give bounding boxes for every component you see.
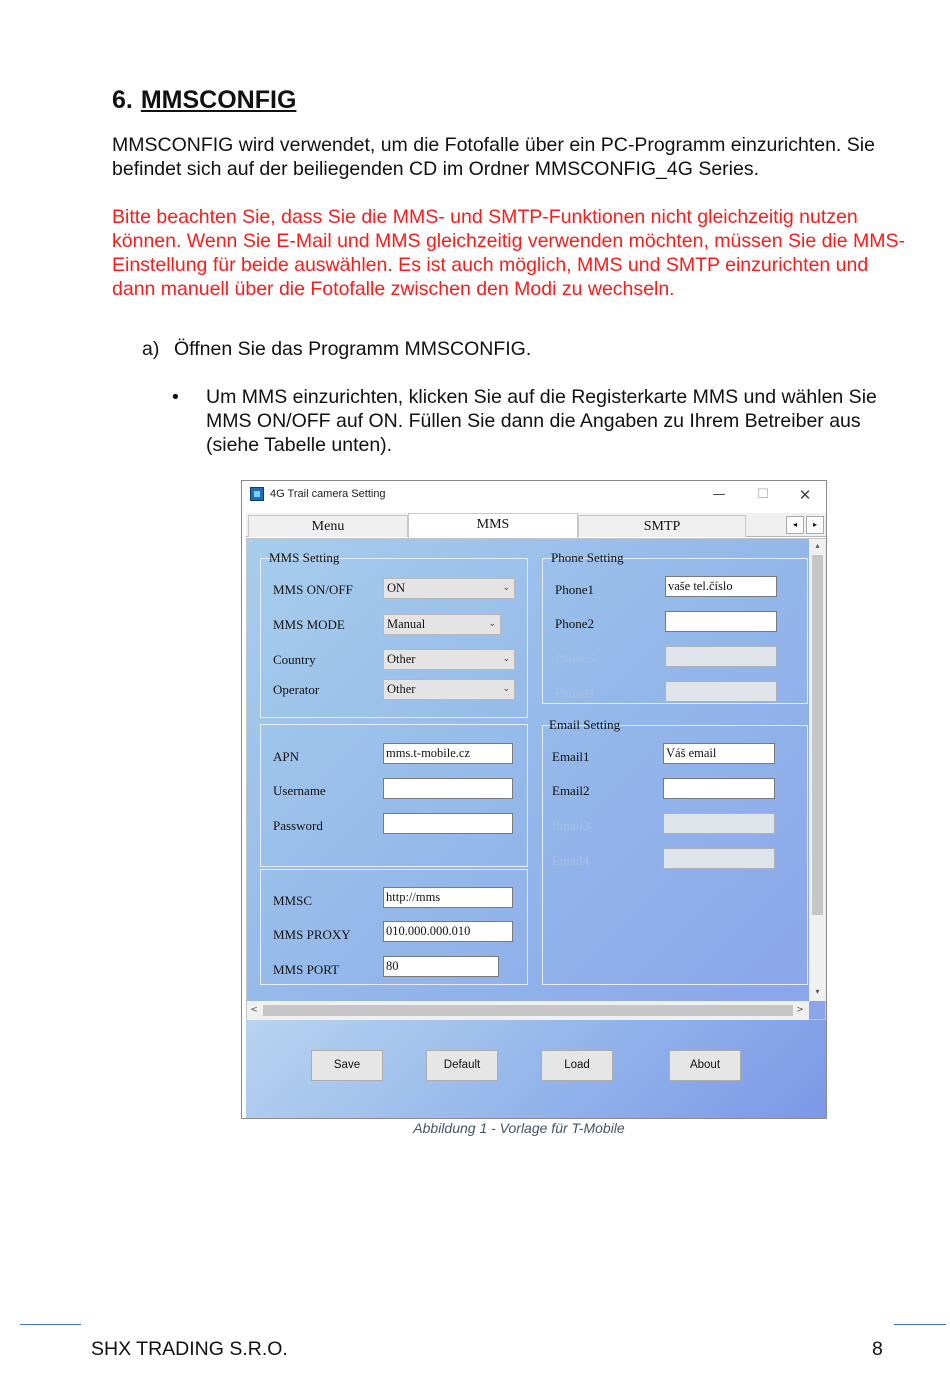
username-input[interactable] <box>383 778 513 799</box>
apn-input[interactable]: mms.t-mobile.cz <box>383 743 513 764</box>
phone3-input <box>665 646 777 667</box>
tab-right-arrow-icon[interactable]: ▸ <box>806 516 824 534</box>
tab-mms[interactable]: MMS <box>408 513 578 538</box>
phone1-input[interactable]: vaše tel.číslo <box>665 576 777 597</box>
footer-company: SHX TRADING S.R.O. <box>91 1338 288 1360</box>
tab-left-arrow-icon[interactable]: ◂ <box>786 516 804 534</box>
tab-scroll-arrows <box>786 516 824 534</box>
email1-label: Email1 <box>552 749 590 764</box>
default-button[interactable]: Default <box>426 1050 498 1081</box>
phone2-input[interactable] <box>665 611 777 632</box>
phone2-label: Phone2 <box>555 616 594 631</box>
step-text: Öffnen Sie das Programm MMSCONFIG. <box>174 338 532 360</box>
close-icon[interactable]: ✕ <box>798 486 812 504</box>
app-window-screenshot <box>241 480 827 1119</box>
mms-proxy-input[interactable]: 010.000.000.010 <box>383 921 513 942</box>
app-icon <box>250 487 264 501</box>
email1-input[interactable]: Váš email <box>663 743 775 764</box>
window-titlebar <box>242 481 826 509</box>
window-title: 4G Trail camera Setting <box>270 488 386 500</box>
figure-caption: Abbildung 1 - Vorlage für T-Mobile <box>413 1120 625 1136</box>
bullet-text: Um MMS einzurichten, klicken Sie auf die Registerkarte MMS und wählen Sie MMS ON/OFF auf ON. Füllen Sie dann die Angaben zu Ihrem Betreiber aus (siehe Tabelle unten). <box>206 386 877 456</box>
section-heading <box>112 86 296 115</box>
country-select[interactable]: Other ⌄ <box>383 649 515 670</box>
scroll-left-icon[interactable]: < <box>250 1005 258 1015</box>
phone-setting-title: Phone Setting <box>551 550 624 565</box>
chevron-down-icon: ⌄ <box>502 684 510 694</box>
email4-label: Email4 <box>552 853 590 868</box>
step-a <box>142 338 531 361</box>
username-label: Username <box>273 783 326 798</box>
tab-bar <box>246 513 826 537</box>
button-bar <box>246 1020 826 1118</box>
mms-onoff-label: MMS ON/OFF <box>273 582 353 597</box>
email2-input[interactable] <box>663 778 775 799</box>
password-input[interactable] <box>383 813 513 834</box>
step-label: a) <box>142 338 160 360</box>
operator-label: Operator <box>273 682 320 697</box>
mmsc-input[interactable]: http://mms <box>383 887 513 908</box>
chevron-down-icon: ⌄ <box>502 583 510 593</box>
tab-menu[interactable]: Menu <box>248 515 408 537</box>
mms-mode-label: MMS MODE <box>273 617 345 632</box>
mms-setting-group <box>260 550 528 718</box>
phone4-input <box>665 681 777 702</box>
email2-label: Email2 <box>552 783 590 798</box>
phone-setting-group <box>542 550 808 704</box>
phone1-label: Phone1 <box>555 582 594 597</box>
mms-mode-select[interactable]: Manual ⌄ <box>383 614 501 635</box>
scroll-up-icon[interactable]: ▴ <box>815 541 820 550</box>
vertical-scroll-thumb[interactable] <box>812 555 823 915</box>
horizontal-scroll-thumb[interactable] <box>263 1005 793 1016</box>
password-label: Password <box>273 818 323 833</box>
save-button[interactable]: Save <box>311 1050 383 1081</box>
apn-group <box>260 724 528 867</box>
minimize-icon[interactable]: — <box>712 487 726 502</box>
maximize-icon[interactable]: ☐ <box>757 487 769 502</box>
email3-label: Email3 <box>552 818 590 833</box>
load-button[interactable]: Load <box>541 1050 613 1081</box>
footer-line-left <box>20 1324 81 1325</box>
scroll-right-icon[interactable]: > <box>796 1005 804 1015</box>
section-title: MMSCONFIG <box>140 86 297 114</box>
email3-input <box>663 813 775 834</box>
warning-paragraph: Bitte beachten Sie, dass Sie die MMS- und SMTP-Funktionen nicht gleichzeitig nutzen können. Wenn Sie E-Mail und MMS gleichzeitig verwenden möchten, müssen Sie die MMS-Einstellung für beide auswählen. Es ist auch möglich, MMS und SMTP einzurichten und dann manuell über die Fotofalle zwischen den Modi zu wechseln. <box>112 206 906 300</box>
intro-paragraph: MMSCONFIG wird verwendet, um die Fotofalle über ein PC-Programm einzurichten. Sie befindet sich auf der beiliegenden CD im Ordner MMSCONFIG_4G Series. <box>112 134 875 180</box>
mms-proxy-label: MMS PROXY <box>273 927 351 942</box>
mms-setting-title: MMS Setting <box>269 550 340 565</box>
chevron-down-icon: ⌄ <box>488 619 496 629</box>
mms-port-input[interactable]: 80 <box>383 956 499 977</box>
email-setting-title: Email Setting <box>549 717 621 732</box>
bullet-dot: • <box>172 386 179 408</box>
section-number: 6. <box>112 86 133 114</box>
vertical-scrollbar[interactable] <box>809 539 826 1001</box>
country-label: Country <box>273 652 316 667</box>
page-number: 8 <box>872 1338 883 1360</box>
phone4-label: Phone4 <box>555 685 594 700</box>
footer-line-right <box>894 1324 946 1325</box>
mms-onoff-select[interactable]: ON ⌄ <box>383 578 515 599</box>
mmsc-group <box>260 869 528 985</box>
email4-input <box>663 848 775 869</box>
mms-port-label: MMS PORT <box>273 962 340 977</box>
horizontal-scrollbar[interactable] <box>247 1001 809 1020</box>
chevron-down-icon: ⌄ <box>502 654 510 664</box>
scroll-down-icon[interactable]: ▾ <box>815 987 820 996</box>
about-button[interactable]: About <box>669 1050 741 1081</box>
apn-label: APN <box>273 749 300 764</box>
mmsc-label: MMSC <box>273 893 313 908</box>
tab-smtp[interactable]: SMTP <box>578 515 746 537</box>
phone3-label: Phone3 <box>555 650 594 665</box>
operator-select[interactable]: Other ⌄ <box>383 679 515 700</box>
mms-panel <box>246 538 826 1020</box>
email-setting-group <box>542 717 808 985</box>
